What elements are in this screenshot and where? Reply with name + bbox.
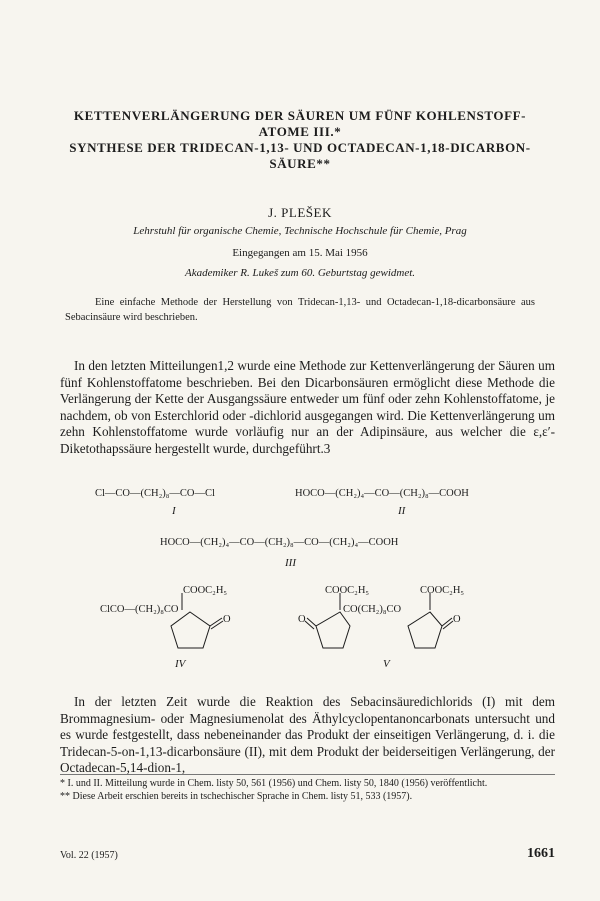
- label-IV: IV: [175, 658, 186, 670]
- dedication: Akademiker R. Lukeš zum 60. Geburtstag gewidmet.: [184, 267, 416, 279]
- footnote-1: * I. und II. Mitteilung wurde in Chem. listy 50, 561 (1956) und Chem. listy 50, 1840 (1956) veröffentlicht.: [60, 778, 488, 789]
- formula-V-chain: CO(CH₂)₈CO: [343, 604, 402, 615]
- formula-V-ester-right: COOC₂H₅: [420, 585, 465, 596]
- footnote-divider: [60, 774, 555, 775]
- article-title: [40, 108, 560, 172]
- oxygen-V-left: O: [298, 614, 306, 625]
- cyclopentanone-ring-IV: [170, 590, 250, 665]
- footnote-2: ** Diese Arbeit erschien bereits in tschechischer Sprache in Chem. listy 51, 533 (1957).: [60, 791, 413, 802]
- formula-II: HOCO—(CH₂)₄—CO—(CH₂)₈—COOH: [295, 488, 469, 499]
- body-paragraph-2: In der letzten Zeit wurde die Reaktion des Sebacinsäuredichlorids (I) mit dem Brommagnesium- oder Magnesiumenolat des Äthylcyclopentanoncarbonats untersucht und es wurde festgestellt, dass nebeneinander das Produkt der einseitigen Verlängerung, d. i. die Tridecan-5-on-1,13-dicarbonsäure (II), mit dem Produkt der beiderseitigen Verlängerung, der Octadecan-5,14-dion-1,: [60, 694, 555, 776]
- title-line-4: SÄURE**: [269, 156, 331, 171]
- label-II: II: [398, 505, 406, 517]
- received-date: Eingegangen am 15. Mai 1956: [232, 247, 368, 259]
- author: J. PLEŠEK: [268, 205, 332, 220]
- formula-I: Cl—CO—(CH₂)₈—CO—Cl: [95, 488, 215, 499]
- formula-V-ester-left: COOC₂H₅: [325, 585, 370, 596]
- page-number: 1661: [527, 846, 555, 861]
- formula-III: HOCO—(CH₂)₄—CO—(CH₂)₈—CO—(CH₂)₄—COOH: [160, 537, 399, 548]
- body-paragraph-1: In den letzten Mitteilungen1,2 wurde eine Methode zur Kettenverlängerung der Säuren um fünf Kohlenstoffatome beschrieben. Bei den Dicarbonsäuren ermöglicht diese Methode die Verlängerung der Kette der Ausgangssäure entweder um fünf oder zehn Kohlenstoffatome, je nachdem, ob von Esterchlorid oder -dichlorid ausgegangen wird. Die Kettenverlängerung um zehn Kohlenstoffatome wurde vorläufig nur an der Adipinsäure, aus welcher die ε,ε′-Diketothapssäure hergestellt wurde, durchgeführt.3: [60, 358, 555, 456]
- cyclopentanone-ring-V-right: [400, 590, 480, 665]
- affiliation: Lehrstuhl für organische Chemie, Technische Hochschule für Chemie, Prag: [133, 225, 467, 237]
- title-line-1: KETTENVERLÄNGERUNG DER SÄUREN UM FÜNF KOHLENSTOFF-: [73, 108, 527, 123]
- label-III: III: [285, 557, 296, 569]
- label-V: V: [383, 658, 390, 670]
- title-line-3: SYNTHESE DER TRIDECAN-1,13- UND OCTADECAN-1,18-DICARBON-: [69, 140, 531, 155]
- label-I: I: [172, 505, 176, 517]
- footnotes: [60, 777, 555, 803]
- cyclopentanone-ring-V-left: [298, 590, 378, 665]
- formula-IV-chain: ClCO—(CH₂)₈CO: [100, 604, 179, 615]
- oxygen-V-right: O: [453, 614, 461, 625]
- abstract: Eine einfache Methode der Herstellung von Tridecan-1,13- und Octadecan-1,18-dicarbonsäure aus Sebacinsäure wird beschrieben.: [65, 297, 535, 323]
- oxygen-IV: O: [223, 614, 231, 625]
- title-line-2: ATOME III.*: [258, 124, 342, 139]
- formula-IV-ester: COOC₂H₅: [183, 585, 228, 596]
- journal-volume: Vol. 22 (1957): [60, 850, 118, 861]
